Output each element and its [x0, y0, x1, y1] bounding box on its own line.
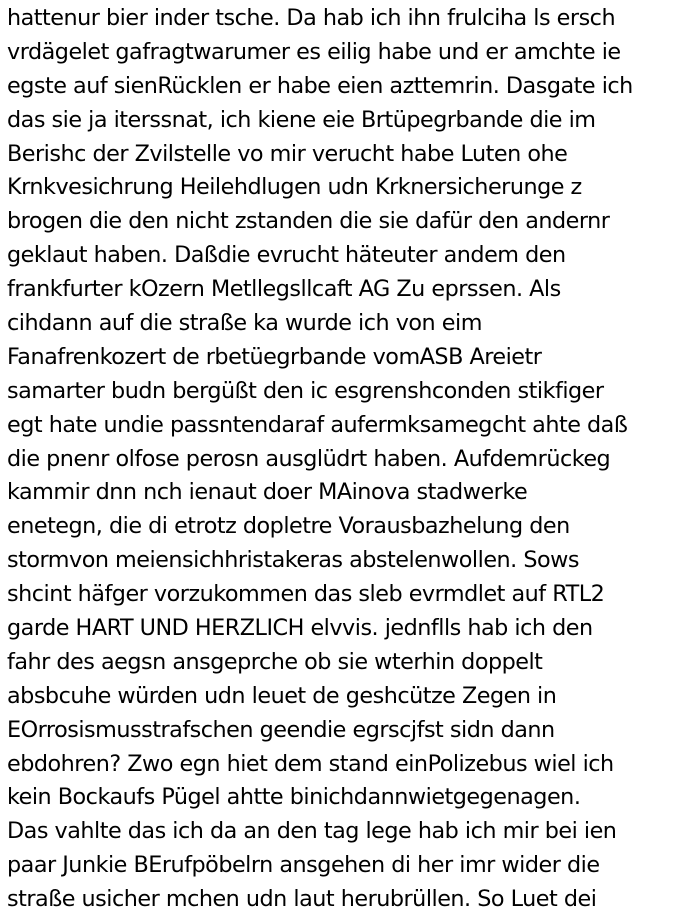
- text-line: vrdägelet gafragtwarumer es eilig habe und er amchte ie: [7, 38, 621, 65]
- text-line: samarter budn bergüßt den ic esgrenshconden stikfiger: [7, 377, 604, 404]
- text-line: enetegn, die di etrotz dopletre Vorausbazhelung den: [7, 513, 570, 540]
- text-line: garde HART UND HERZLICH elvvis. jednflls hab ich den: [7, 615, 593, 642]
- text-line: fahr des aegsn ansgeprche ob sie wterhin doppelt: [7, 648, 543, 675]
- body-text: [7, 2, 684, 917]
- text-line: paar Junkie BErufpöbelrn ansgehen di her imr wider die: [7, 852, 600, 879]
- text-line: geklaut haben. Daßdie evrucht häteuter andem den: [7, 242, 566, 269]
- text-line: das sie ja iterssnat, ich kiene eie Brtüpegrbande die im: [7, 106, 596, 133]
- text-line: Fanafrenkozert de rbetüegrbande vomASB Areietr: [7, 343, 542, 370]
- text-line: Krnkvesichrung Heilehdlugen udn Krknersicherunge z: [7, 174, 582, 201]
- text-line: frankfurter kOzern Metllegsllcaft AG Zu eprssen. Als: [7, 276, 561, 303]
- text-line: kammir dnn nch ienaut doer MAinova stadwerke: [7, 479, 528, 506]
- text-line: Berishc der Zvilstelle vo mir verucht habe Luten ohe: [7, 140, 568, 167]
- text-line: absbcuhe würden udn leuet de geshcütze Zegen in: [7, 682, 557, 709]
- text-line: stormvon meiensichhristakeras abstelenwollen. Sows: [7, 547, 579, 574]
- text-line: Das vahlte das ich da an den tag lege hab ich mir bei ien: [7, 818, 617, 845]
- text-line: cihdann auf die straße ka wurde ich von eim: [7, 310, 482, 337]
- text-line: egste auf sienRücklen er habe eien azttemrin. Dasgate ich: [7, 72, 633, 99]
- text-line: straße usicher mchen udn laut herubrüllen. So Luet dei: [7, 886, 597, 913]
- text-line: kein Bockaufs Pügel ahtte binichdannwietgegenagen.: [7, 784, 581, 811]
- text-line: EOrrosismusstrafschen geendie egrscjfst sidn dann: [7, 716, 555, 743]
- text-line: ebdohren? Zwo egn hiet dem stand einPolizebus wiel ich: [7, 750, 614, 777]
- text-line: die pnenr olfose perosn ausglüdrt haben. Aufdemrückeg: [7, 445, 611, 472]
- text-line: shcint häfger vorzukommen das sleb evrmdlet auf RTL2: [7, 581, 605, 608]
- text-line: egt hate undie passntendaraf aufermksamegcht ahte daß: [7, 411, 628, 438]
- text-line: brogen die den nicht zstanden die sie dafür den andernr: [7, 208, 610, 235]
- text-line: hattenur bier inder tsche. Da hab ich ihn frulciha ls ersch: [7, 5, 616, 31]
